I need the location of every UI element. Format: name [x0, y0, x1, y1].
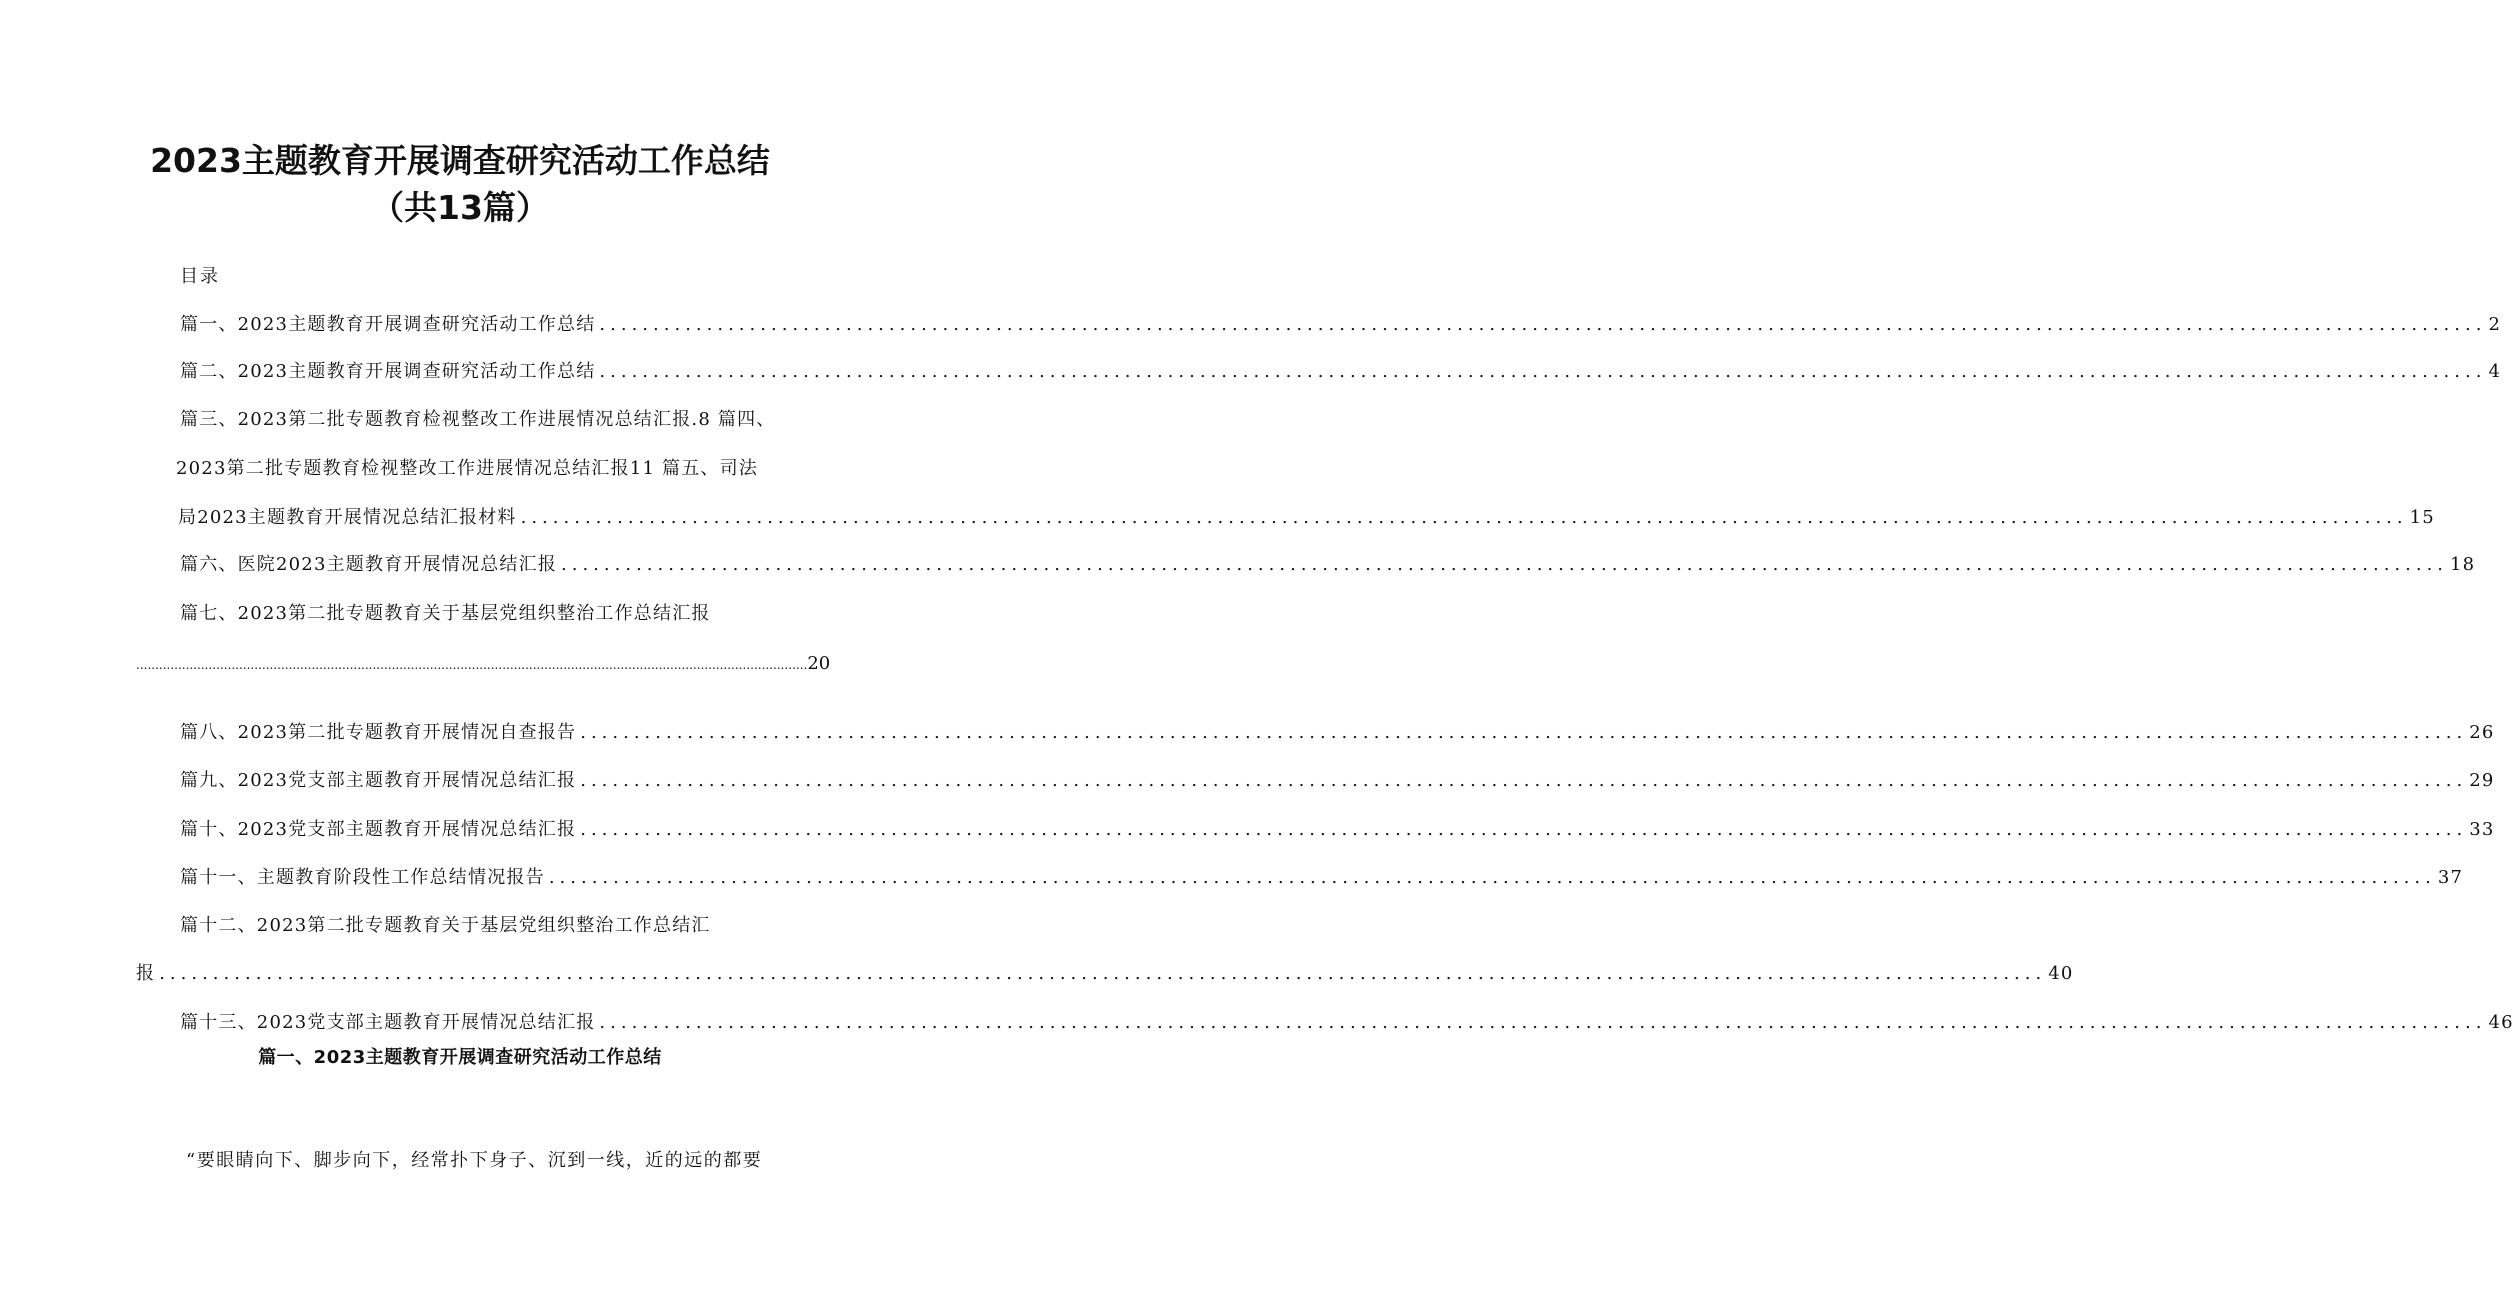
document-subtitle: （共13篇） [371, 188, 549, 227]
toc-entry-title: 篇十三、2023党支部主题教育开展情况总结汇报 [180, 1012, 596, 1033]
body-paragraph: “要眼睛向下、脚步向下，经常扑下身子、沉到一线，近的远的都要 [186, 1150, 763, 1171]
toc-entry[interactable] [180, 310, 2502, 338]
toc-entry-page: 26 [2469, 722, 2495, 743]
toc-entry-page: 18 [2450, 554, 2476, 575]
toc-leader-dots: ................................................................................................................................................................................ [599, 361, 2487, 382]
toc-entry-title: 篇十一、主题教育阶段性工作总结情况报告 [180, 867, 545, 888]
toc-entry[interactable] [180, 766, 2495, 794]
toc-leader-dots: ................................................................................................................................................................................ [580, 722, 2468, 743]
toc-entry-title: 篇六、医院2023主题教育开展情况总结汇报 [180, 554, 558, 575]
toc-entry-title: 报 [136, 963, 156, 984]
toc-entry-title: 篇九、2023党支部主题教育开展情况总结汇报 [180, 770, 577, 791]
toc-entry[interactable] [180, 718, 2495, 746]
toc-entry-page: 40 [2048, 963, 2074, 984]
toc-leader-dots: ................................................................................................................................................................................ [136, 658, 808, 672]
section-heading: 篇一、2023主题教育开展调查研究活动工作总结 [258, 1047, 662, 1068]
toc-leader-dots: ................................................................................................................................................................................ [520, 507, 2408, 528]
toc-entry-title: 篇八、2023第二批专题教育开展情况自查报告 [180, 722, 577, 743]
document-title: 2023主题教育开展调查研究活动工作总结 [150, 141, 770, 180]
toc-leader-dots: ................................................................................................................................................................................ [599, 314, 2487, 335]
toc-label: 目录 [180, 266, 220, 287]
toc-entry-title: 篇二、2023主题教育开展调查研究活动工作总结 [180, 361, 596, 382]
toc-leader-dots: ................................................................................................................................................................................ [599, 1012, 2487, 1033]
toc-leader-dots: ................................................................................................................................................................................ [159, 963, 2047, 984]
toc-entry-page: 15 [2409, 507, 2435, 528]
toc-entry-runon[interactable]: 篇三、2023第二批专题教育检视整改工作进展情况总结汇报.8 篇四、 [180, 409, 776, 430]
toc-entry[interactable] [180, 863, 2464, 891]
toc-entry-title[interactable]: 篇十二、2023第二批专题教育关于基层党组织整治工作总结汇 [180, 915, 711, 936]
toc-entry-page: 2 [2488, 314, 2502, 335]
toc-leader-dots: ................................................................................................................................................................................ [561, 554, 2449, 575]
toc-entry[interactable] [180, 357, 2502, 385]
toc-entry-page: 29 [2469, 770, 2495, 791]
toc-entry-page: 37 [2437, 867, 2464, 888]
toc-entry-title[interactable]: 篇七、2023第二批专题教育关于基层党组织整治工作总结汇报 [180, 603, 711, 624]
toc-leader-dots: ................................................................................................................................................................................ [580, 770, 2468, 791]
toc-entry-page: 46 [2488, 1012, 2514, 1033]
toc-entry-page: 33 [2469, 819, 2495, 840]
toc-entry-continuation[interactable] [136, 959, 2074, 987]
toc-entry-runon[interactable]: 2023第二批专题教育检视整改工作进展情况总结汇报11 篇五、司法 [176, 458, 759, 479]
toc-entry-title: 篇一、2023主题教育开展调查研究活动工作总结 [180, 314, 596, 335]
toc-entry-page: 4 [2488, 361, 2502, 382]
toc-entry[interactable] [180, 1008, 2514, 1036]
toc-entry-title: 篇十、2023党支部主题教育开展情况总结汇报 [180, 819, 577, 840]
toc-entry[interactable] [180, 815, 2495, 843]
toc-leader-dots: ................................................................................................................................................................................ [580, 819, 2468, 840]
toc-entry-page: 20 [807, 653, 831, 674]
toc-entry-title: 局2023主题教育开展情况总结汇报材料 [178, 507, 517, 528]
toc-entry[interactable] [178, 503, 2435, 531]
toc-leader-dots: ................................................................................................................................................................................ [548, 867, 2436, 888]
toc-entry[interactable] [180, 550, 2476, 578]
toc-entry-continuation[interactable] [136, 653, 831, 681]
